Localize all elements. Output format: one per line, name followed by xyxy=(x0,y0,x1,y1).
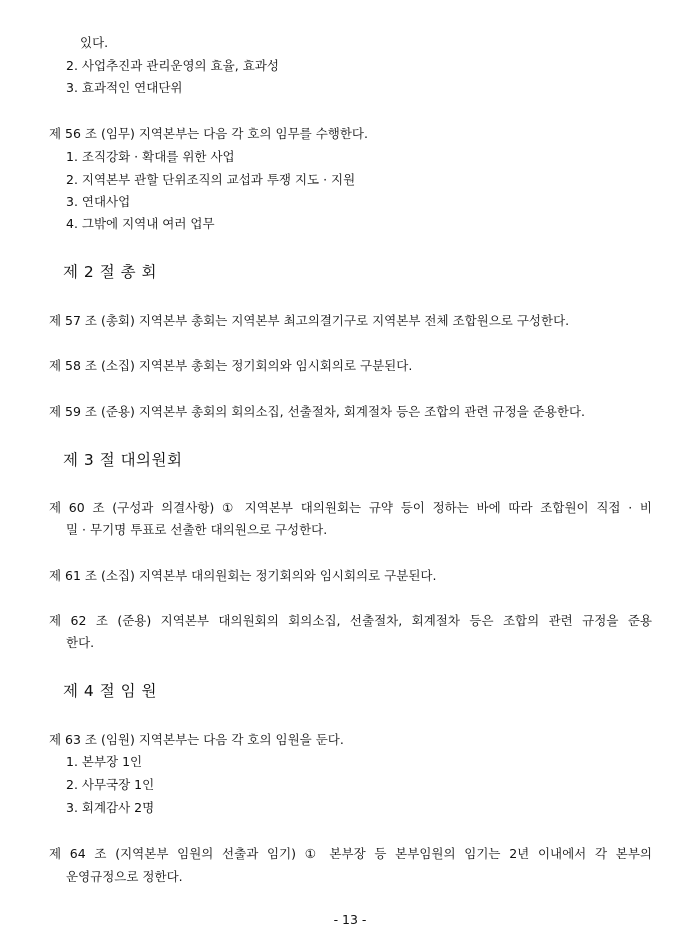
section-heading: 제 3 절 대의원회 xyxy=(63,451,183,469)
article-57: 제 57 조 (총회) 지역본부 총회는 지역본부 최고의결기구로 지역본부 전체 조합원으로 구성한다. xyxy=(49,313,570,328)
article-60-line-1: 제 60 조 (구성과 의결사항) ① 지역본부 대의원회는 규약 등이 정하는 바에 따라 조합원이 직접 · 비 xyxy=(49,500,652,515)
list-item: 3. 연대사업 xyxy=(66,194,131,209)
article-59: 제 59 조 (준용) 지역본부 총회의 회의소집, 선출절차, 회계절차 등은 조합의 관련 규정을 준용한다. xyxy=(49,404,586,419)
list-item: 2. 지역본부 관할 단위조직의 교섭과 투쟁 지도 · 지원 xyxy=(66,172,356,187)
continued-text: 있다. xyxy=(80,35,109,50)
article-64-line-1: 제 64 조 (지역본부 임원의 선출과 임기) ① 본부장 등 본부임원의 임기는 2년 이내에서 각 본부의 xyxy=(49,846,652,861)
article-63-heading: 제 63 조 (임원) 지역본부는 다음 각 호의 임원을 둔다. xyxy=(49,732,344,747)
article-62-line-2: 한다. xyxy=(66,635,95,650)
list-item: 2. 사업추진과 관리운영의 효율, 효과성 xyxy=(66,58,279,73)
list-item: 4. 그밖에 지역내 여러 업무 xyxy=(66,216,215,231)
list-item: 3. 효과적인 연대단위 xyxy=(66,80,183,95)
list-item: 2. 사무국장 1인 xyxy=(66,777,155,792)
article-61: 제 61 조 (소집) 지역본부 대의원회는 정기회의와 임시회의로 구분된다. xyxy=(49,568,437,583)
list-item: 3. 회계감사 2명 xyxy=(66,800,155,815)
article-64-line-2: 운영규정으로 정한다. xyxy=(66,869,183,884)
article-58: 제 58 조 (소집) 지역본부 총회는 정기회의와 임시회의로 구분된다. xyxy=(49,358,413,373)
list-item: 1. 본부장 1인 xyxy=(66,754,143,769)
article-56-heading: 제 56 조 (임무) 지역본부는 다음 각 호의 임무를 수행한다. xyxy=(49,126,368,141)
section-heading: 제 2 절 총 회 xyxy=(63,263,157,281)
page-number: - 13 - xyxy=(333,912,367,927)
article-60-line-2: 밀 · 무기명 투표로 선출한 대의원으로 구성한다. xyxy=(66,522,328,537)
section-heading: 제 4 절 임 원 xyxy=(63,682,157,700)
list-item: 1. 조직강화 · 확대를 위한 사업 xyxy=(66,149,235,164)
article-62-line-1: 제 62 조 (준용) 지역본부 대의원회의 회의소집, 선출절차, 회계절차 등은 조합의 관련 규정을 준용 xyxy=(49,613,652,628)
